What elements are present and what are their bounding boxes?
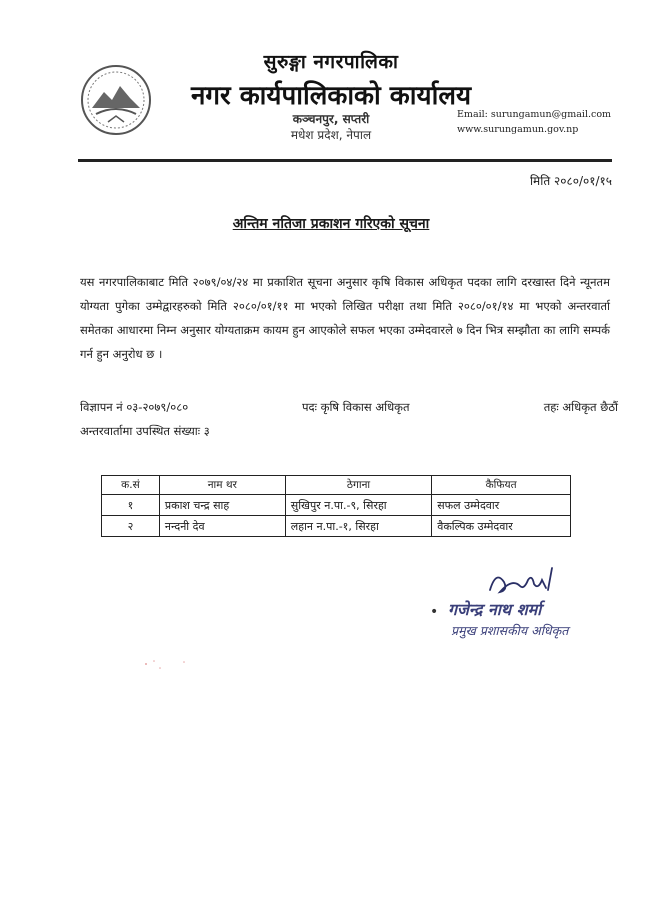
notice-date: मिति २०८०/०१/१५: [529, 174, 612, 188]
cell-name: नन्दनी देव: [159, 516, 285, 537]
table-row: [102, 495, 571, 516]
cell-remarks: वैकल्पिक उम्मेदवार: [432, 516, 571, 537]
post-name: पदः कृषि विकास अधिकृत: [302, 400, 410, 414]
notice-body: यस नगरपालिकाबाट मिति २०७९/०४/२४ मा प्रकाशित सूचना अनुसार कृषि विकास अधिकृत पदका लागि दरखास्त दिने न्यूनतम योग्यता पुगेका उम्मेद्वारहरुको मिति २०८०/०१/११ मा भएको लिखित परीक्षा तथा मिति २०८०/०१/१४ मा भएको अन्तरवार्ता समेतका आधारमा निम्न अनुसार योग्यताक्रम कायम हुन आएकोले सफल भएका उम्मेदवारले ७ दिन भित्र सम्झौता का लागि सम्पर्क गर्न हुन अनुरोध छ ।: [80, 275, 610, 361]
website-link[interactable]: www.surungamun.gov.np: [457, 124, 579, 135]
office-name: नगर कार्यपालिकाको कार्यालय: [190, 81, 472, 111]
cell-name: प्रकाश चन्द्र साह: [159, 495, 285, 516]
email-label: Email:: [457, 109, 488, 120]
cell-serial: २: [102, 516, 160, 537]
results-table: [101, 475, 571, 537]
organization-name: सुरुङ्गा नगरपालिका: [263, 51, 399, 73]
handwritten-signature-icon: [482, 560, 562, 600]
cell-remarks: सफल उम्मेदवार: [432, 495, 571, 516]
header-remarks: कैफियत: [432, 476, 571, 495]
cell-serial: १: [102, 495, 160, 516]
header-address: ठेगाना: [285, 476, 431, 495]
cell-address: लहान न.पा.-१, सिरहा: [285, 516, 431, 537]
notice-number: विज्ञापन नं ०३-२०७९/०८०: [80, 400, 189, 414]
header-serial: क.सं: [102, 476, 160, 495]
address-line-2: मधेश प्रदेश, नेपाल: [290, 128, 372, 142]
contact-block: [457, 107, 611, 137]
notice-subject: अन्तिम नतिजा प्रकाशन गरिएको सूचना: [232, 216, 430, 232]
signatory-title: प्रमुख प्रशासकीय अधिकृत: [451, 623, 569, 638]
cell-address: सुखिपुर न.पा.-९, सिरहा: [285, 495, 431, 516]
table-header-row: [102, 476, 571, 495]
paper-specks-icon: [140, 656, 200, 676]
signatory-name: गजेन्द्र नाथ शर्मा: [448, 600, 542, 619]
header-name: नाम थर: [159, 476, 285, 495]
table-row: [102, 516, 571, 537]
signature-dot: •: [430, 604, 439, 620]
address-line-1: कञ्चनपुर, सप्तरी: [292, 112, 370, 126]
post-level: तहः अधिकृत छैठौं: [543, 400, 618, 414]
present-count: अन्तरवार्तामा उपस्थित संख्याः ३: [80, 424, 210, 438]
letterhead-divider: [78, 159, 612, 162]
email-link[interactable]: surungamun@gmail.com: [490, 109, 612, 120]
